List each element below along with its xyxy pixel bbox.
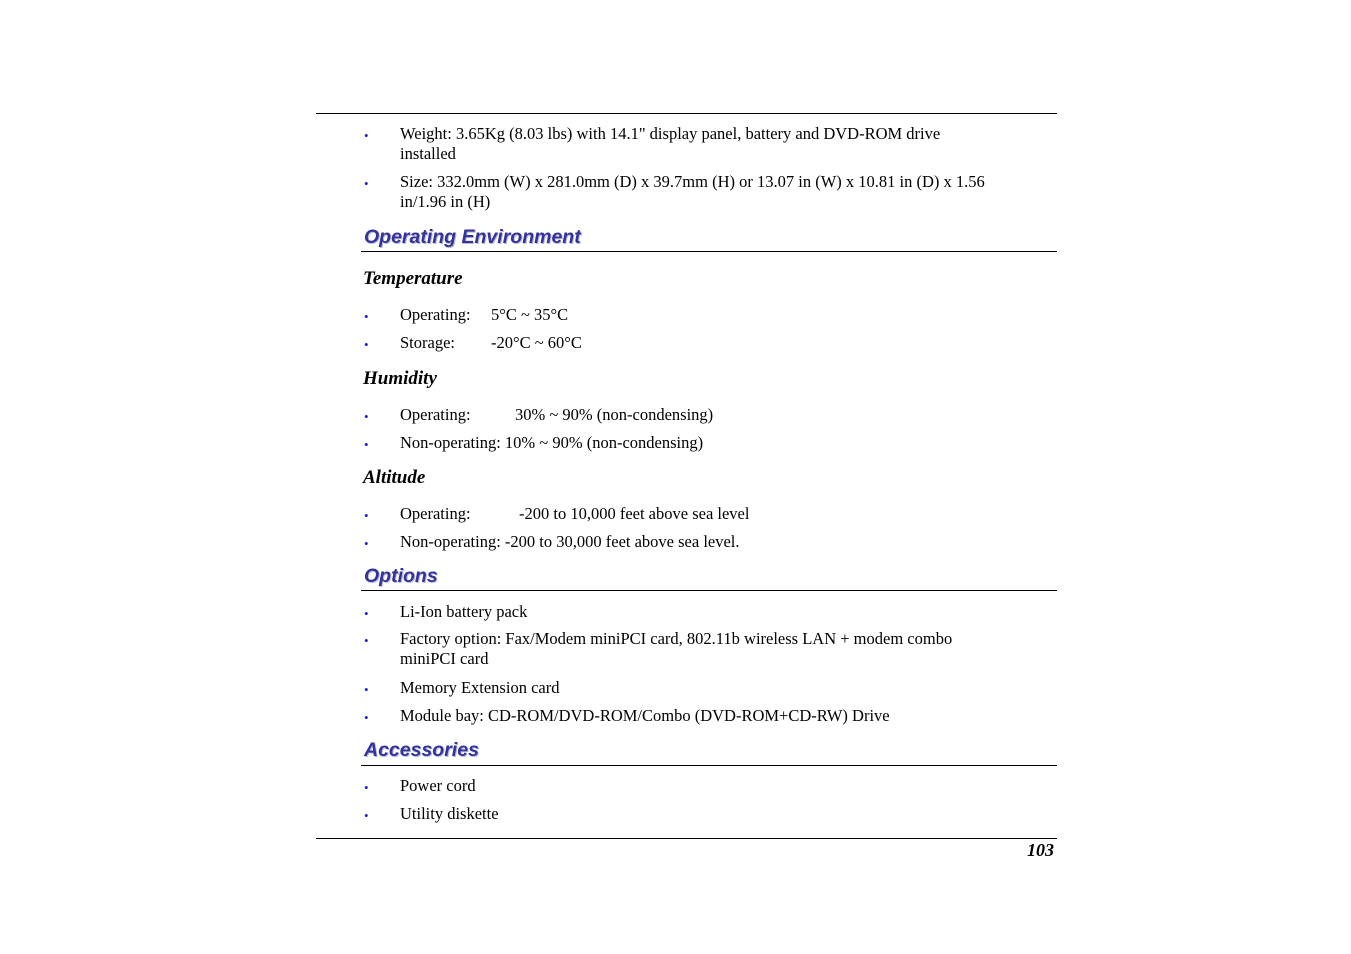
accessory-power-cord: Power cord [400, 776, 476, 795]
section-rule [361, 251, 1057, 252]
options-heading: Options [364, 565, 438, 587]
accessory-utility-diskette: Utility diskette [400, 804, 499, 823]
bullet-icon: • [364, 780, 369, 795]
footer-rule [316, 838, 1057, 839]
temperature-storage: Storage: -20°C ~ 60°C [400, 333, 582, 352]
altitude-heading: Altitude [363, 467, 426, 488]
bullet-icon: • [364, 536, 369, 551]
bullet-icon: • [364, 176, 369, 191]
page-number: 103 [1027, 840, 1054, 860]
option-module-bay: Module bay: CD-ROM/DVD-ROM/Combo (DVD-ROM+CD-RW) Drive [400, 706, 890, 725]
temperature-operating: Operating: 5°C ~ 35°C [400, 305, 569, 324]
section-rule [361, 765, 1057, 766]
altitude-operating: Operating: -200 to 10,000 feet above sea level [400, 504, 750, 523]
option-memory: Memory Extension card [400, 678, 560, 697]
option-battery: Li-Ion battery pack [400, 602, 528, 621]
temperature-heading: Temperature [363, 268, 463, 289]
bullet-icon: • [364, 437, 369, 452]
bullet-icon: • [364, 682, 369, 697]
bullet-icon: • [364, 309, 369, 324]
bullet-icon: • [364, 606, 369, 621]
altitude-non-operating: Non-operating: -200 to 30,000 feet above sea level. [400, 532, 740, 551]
bullet-icon: • [364, 128, 369, 143]
header-rule [316, 113, 1057, 114]
humidity-operating: Operating: 30% ~ 90% (non-condensing) [400, 405, 714, 424]
bullet-icon: • [364, 409, 369, 424]
accessories-heading: Accessories [364, 739, 479, 761]
weight-spec: Weight: 3.65Kg (8.03 lbs) with 14.1" display panel, battery and DVD-ROM drive installed [400, 124, 941, 163]
option-factory: Factory option: Fax/Modem miniPCI card, 802.11b wireless LAN + modem combo miniPCI card [400, 629, 953, 668]
bullet-icon: • [364, 337, 369, 352]
bullet-icon: • [364, 710, 369, 725]
bullet-icon: • [364, 633, 369, 648]
size-spec: Size: 332.0mm (W) x 281.0mm (D) x 39.7mm (H) or 13.07 in (W) x 10.81 in (D) x 1.56 in/1.96 in (H) [400, 172, 985, 211]
operating-environment-heading: Operating Environment [364, 226, 581, 248]
bullet-icon: • [364, 508, 369, 523]
bullet-icon: • [364, 808, 369, 823]
humidity-non-operating: Non-operating: 10% ~ 90% (non-condensing) [400, 433, 704, 452]
section-rule [361, 590, 1057, 591]
humidity-heading: Humidity [363, 368, 437, 389]
